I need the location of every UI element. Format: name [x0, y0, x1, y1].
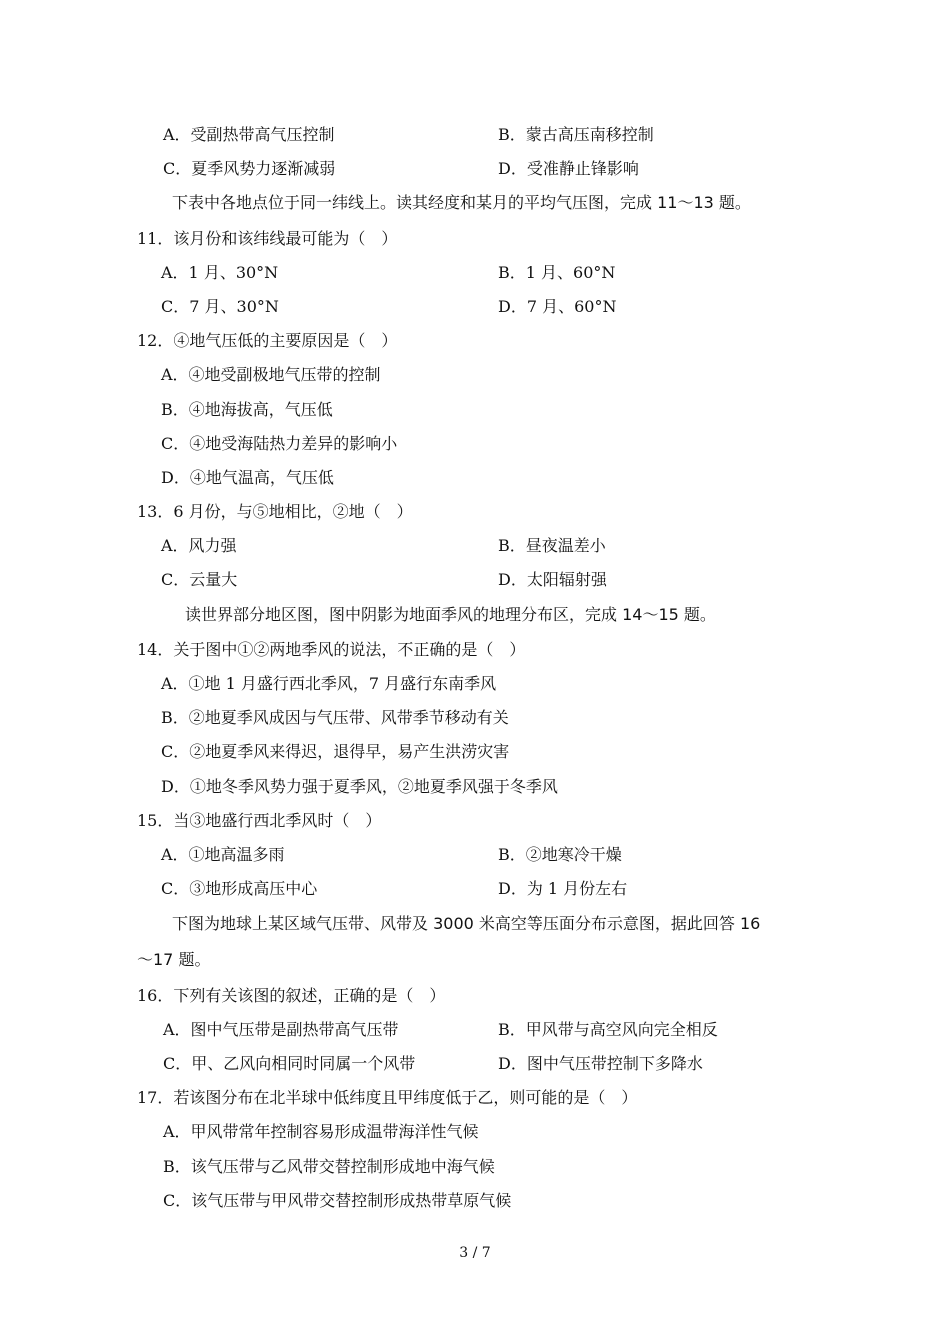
- q10-option-d: D．受准静止锋影响: [498, 159, 639, 178]
- intro-16-17-line2: ～17 题。: [137, 950, 211, 969]
- q12-option-b: B．④地海拔高，气压低: [161, 400, 333, 419]
- q16-stem: 16．下列有关该图的叙述，正确的是（ ）: [137, 986, 446, 1005]
- q10-option-b: B．蒙古高压南移控制: [498, 125, 654, 144]
- q10-option-a: A．受副热带高气压控制: [163, 125, 335, 144]
- q13-option-c: C．云量大: [161, 570, 238, 589]
- intro-11-13: 下表中各地点位于同一纬线上。读其经度和某月的平均气压图，完成 11～13 题。: [172, 193, 751, 212]
- page-number: 3 / 7: [459, 1245, 491, 1261]
- q13-option-b: B．昼夜温差小: [498, 536, 606, 555]
- q13-option-a: A．风力强: [161, 536, 237, 555]
- q17-option-a: A．甲风带常年控制容易形成温带海洋性气候: [163, 1122, 479, 1141]
- q11-stem: 11．该月份和该纬线最可能为（ ）: [137, 229, 398, 248]
- q16-option-c: C．甲、乙风向相同时同属一个风带: [163, 1054, 416, 1073]
- intro-16-17-line1: 下图为地球上某区域气压带、风带及 3000 米高空等压面分布示意图，据此回答 16: [172, 914, 761, 933]
- q17-option-b: B．该气压带与乙风带交替控制形成地中海气候: [163, 1157, 495, 1176]
- q15-option-d: D．为 1 月份左右: [498, 879, 628, 898]
- q12-stem: 12．④地气压低的主要原因是（ ）: [137, 331, 398, 350]
- q14-option-a: A．①地 1 月盛行西北季风，7 月盛行东南季风: [161, 674, 497, 693]
- q12-option-d: D．④地气温高，气压低: [161, 468, 334, 487]
- q16-option-a: A．图中气压带是副热带高气压带: [163, 1020, 399, 1039]
- q11-option-a: A．1 月、30°N: [161, 263, 279, 282]
- q13-stem: 13．6 月份，与⑤地相比，②地（ ）: [137, 502, 413, 521]
- q15-stem: 15．当③地盛行西北季风时（ ）: [137, 811, 382, 830]
- q17-option-c: C．该气压带与甲风带交替控制形成热带草原气候: [163, 1191, 512, 1210]
- q14-stem: 14．关于图中①②两地季风的说法，不正确的是（ ）: [137, 640, 526, 659]
- q15-option-a: A．①地高温多雨: [161, 845, 285, 864]
- q17-stem: 17．若该图分布在北半球中低纬度且甲纬度低于乙，则可能的是（ ）: [137, 1088, 638, 1107]
- q13-option-d: D．太阳辐射强: [498, 570, 607, 589]
- q11-option-b: B．1 月、60°N: [498, 263, 616, 282]
- q16-option-d: D．图中气压带控制下多降水: [498, 1054, 703, 1073]
- intro-14-15: 读世界部分地区图，图中阴影为地面季风的地理分布区，完成 14～15 题。: [185, 605, 716, 624]
- q16-option-b: B．甲风带与高空风向完全相反: [498, 1020, 718, 1039]
- q10-option-c: C．夏季风势力逐渐减弱: [163, 159, 336, 178]
- q15-option-b: B．②地寒冷干燥: [498, 845, 622, 864]
- q14-option-b: B．②地夏季风成因与气压带、风带季节移动有关: [161, 708, 509, 727]
- q11-option-d: D．7 月、60°N: [498, 297, 617, 316]
- q12-option-c: C．④地受海陆热力差异的影响小: [161, 434, 398, 453]
- q14-option-d: D．①地冬季风势力强于夏季风，②地夏季风强于冬季风: [161, 777, 558, 796]
- q14-option-c: C．②地夏季风来得迟，退得早，易产生洪涝灾害: [161, 742, 510, 761]
- q12-option-a: A．④地受副极地气压带的控制: [161, 365, 381, 384]
- q11-option-c: C．7 月、30°N: [161, 297, 279, 316]
- q15-option-c: C．③地形成高压中心: [161, 879, 318, 898]
